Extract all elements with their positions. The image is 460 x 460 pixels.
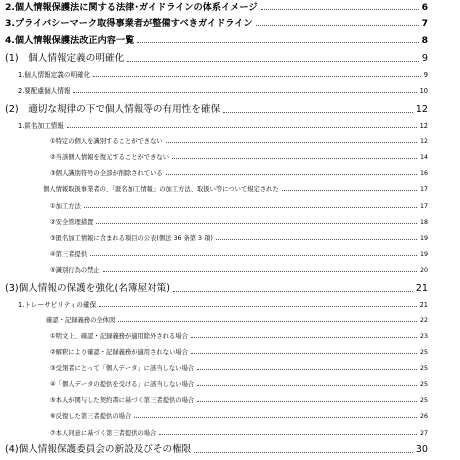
- toc-entry[interactable]: [50, 414, 428, 420]
- toc-entry-page: 25: [419, 381, 428, 388]
- toc-leader-dots: [261, 9, 419, 10]
- toc-entry-label: 1.個人情報定義の明確化: [18, 71, 91, 79]
- toc-entry-label: ②安全管理措置: [50, 219, 94, 226]
- toc-entry-label: 4.個人情報保護法改正内容一覧: [5, 35, 135, 46]
- toc-entry-page: 23: [419, 333, 428, 340]
- toc-entry-label: (1) 個人情報定義の明確化: [5, 53, 125, 64]
- toc-entry[interactable]: [50, 204, 428, 210]
- toc-entry-label: 2.要配慮個人情報: [18, 87, 71, 95]
- toc-entry[interactable]: [50, 252, 428, 258]
- toc-leader-dots: [256, 25, 419, 26]
- toc-entry-page: 8: [421, 35, 428, 46]
- toc-entry-label: 個人情報取扱事業者の、「匿名加工情報」の加工方法、取扱い等について規定された: [43, 186, 279, 193]
- toc-entry[interactable]: [5, 36, 428, 45]
- toc-entry[interactable]: [50, 171, 428, 177]
- toc-leader-dots: [197, 369, 417, 370]
- toc-entry[interactable]: [5, 19, 428, 28]
- toc-entry-label: ②解釈により確認・記録義務が適用されない場合: [50, 349, 188, 356]
- toc-entry-label: ①明文上、確認・記録義務が適用除外される場合: [50, 333, 188, 340]
- toc-entry[interactable]: [50, 398, 428, 404]
- toc-entry-page: 12: [419, 122, 428, 130]
- toc-leader-dots: [197, 385, 417, 386]
- toc-entry-page: 14: [419, 154, 428, 161]
- toc-entry-page: 9: [423, 71, 428, 79]
- toc-entry[interactable]: [50, 268, 428, 274]
- toc-entry-page: 7: [421, 18, 428, 29]
- toc-entry-label: ④第三者提供: [50, 251, 88, 258]
- toc-entry[interactable]: [46, 318, 428, 324]
- toc-leader-dots: [90, 255, 417, 256]
- toc-leader-dots: [191, 337, 417, 338]
- toc-leader-dots: [96, 223, 417, 224]
- toc-entry[interactable]: [18, 302, 428, 309]
- toc-leader-dots: [84, 207, 417, 208]
- toc-entry-page: 6: [421, 2, 428, 13]
- toc-entry[interactable]: [18, 72, 428, 79]
- toc-entry[interactable]: [50, 155, 428, 161]
- toc-entry-label: 1.匿名加工情報: [18, 122, 64, 130]
- toc-leader-dots: [172, 158, 417, 159]
- toc-entry-label: ③受領者にとって「個人データ」に該当しない場合: [50, 365, 195, 372]
- toc-entry[interactable]: [18, 88, 428, 95]
- toc-entry-page: 26: [419, 413, 428, 420]
- toc-entry-page: 16: [419, 170, 428, 177]
- toc-leader-dots: [191, 353, 417, 354]
- toc-entry-page: 25: [419, 365, 428, 372]
- toc-entry-page: 25: [419, 349, 428, 356]
- toc-entry-label: 1.トレーサビリティの確保: [18, 301, 97, 309]
- toc-entry-label: ①特定の個人を識別することができない: [50, 138, 163, 145]
- toc-entry-page: 9: [421, 53, 428, 64]
- toc-entry[interactable]: [50, 382, 428, 388]
- toc-entry-page: 17: [419, 203, 428, 210]
- toc-leader-dots: [166, 174, 417, 175]
- toc-entry-label: ⑤本人が関与した契約書に基づく第三者提供の場合: [50, 397, 195, 404]
- toc-entry[interactable]: [5, 445, 428, 455]
- toc-leader-dots: [173, 291, 413, 292]
- toc-leader-dots: [282, 190, 417, 191]
- toc-entry[interactable]: [50, 139, 428, 145]
- toc-entry[interactable]: [5, 3, 428, 12]
- toc-entry-page: 18: [419, 219, 428, 226]
- toc-entry-label: 確認・記録義務の全体図: [46, 317, 116, 324]
- toc-entry[interactable]: [50, 236, 428, 242]
- toc-entry-label: (3)個人情報の保護を強化(名簿屋対策): [5, 283, 170, 294]
- toc-leader-dots: [134, 417, 417, 418]
- toc-entry[interactable]: [50, 350, 428, 356]
- toc-entry-page: 17: [419, 186, 428, 193]
- toc-entry-page: 25: [419, 397, 428, 404]
- toc-entry[interactable]: [43, 187, 428, 193]
- toc-leader-dots: [197, 401, 417, 402]
- toc-entry[interactable]: [50, 366, 428, 372]
- toc-entry-label: ③匿名加工情報に含まれる項目の公表(個法 36 条第 3 項): [50, 235, 213, 242]
- toc-leader-dots: [127, 61, 419, 62]
- toc-entry[interactable]: [5, 284, 428, 294]
- toc-leader-dots: [99, 306, 416, 307]
- toc-leader-dots: [166, 142, 417, 143]
- toc-entry-page: 21: [415, 283, 428, 294]
- toc-entry-label: ⑤識別行為の禁止: [50, 267, 100, 274]
- toc-entry[interactable]: [5, 54, 428, 64]
- toc-leader-dots: [67, 127, 417, 128]
- toc-leader-dots: [159, 434, 417, 435]
- toc-entry-page: 19: [419, 251, 428, 258]
- toc-entry-label: ④「個人データの提供を受ける」に該当しない場合: [50, 381, 195, 388]
- toc-leader-dots: [103, 271, 417, 272]
- toc-leader-dots: [137, 42, 418, 43]
- toc-entry[interactable]: [50, 220, 428, 226]
- toc-entry[interactable]: [18, 123, 428, 130]
- toc-leader-dots: [73, 92, 416, 93]
- toc-leader-dots: [118, 321, 417, 322]
- toc-leader-dots: [93, 76, 421, 77]
- toc-entry-label: ⑦本人同意に基づく第三者提供の場合: [50, 430, 157, 437]
- toc-entry-label: (4)個人情報保護委員会の新設及びその権限: [5, 444, 192, 455]
- toc-entry-label: 2.個人情報保護法に関する法律･ガイドラインの体系イメージ: [5, 2, 258, 13]
- toc-leader-dots: [194, 452, 413, 453]
- toc-entry-label: ①加工方法: [50, 203, 81, 210]
- toc-entry-label: ⑥反復した第三者提供の場合: [50, 413, 132, 420]
- toc-entry-page: 27: [419, 430, 428, 437]
- toc-entry-page: 21: [419, 301, 428, 309]
- toc-entry[interactable]: [5, 105, 428, 115]
- toc-entry-page: 30: [415, 444, 428, 455]
- toc-entry-page: 20: [419, 267, 428, 274]
- toc-entry-label: (2) 適切な規律の下で個人情報等の有用性を確保: [5, 104, 221, 115]
- toc-leader-dots: [223, 112, 413, 113]
- toc-entry-page: 19: [419, 235, 428, 242]
- toc-entry-page: 12: [415, 104, 428, 115]
- toc-entry-page: 22: [419, 317, 428, 324]
- toc-entry-label: ③個人識別符号の全部が削除されている: [50, 170, 163, 177]
- toc-entry[interactable]: [50, 431, 428, 437]
- toc-entry-label: 3.プライバシーマーク取得事業者が整備すべきガイドライン: [5, 18, 253, 29]
- toc-entry-page: 10: [419, 87, 428, 95]
- toc-entry-label: ②当該個人情報を復元することができない: [50, 154, 169, 161]
- toc-leader-dots: [216, 239, 417, 240]
- toc-entry-page: 12: [419, 138, 428, 145]
- toc-entry[interactable]: [50, 334, 428, 340]
